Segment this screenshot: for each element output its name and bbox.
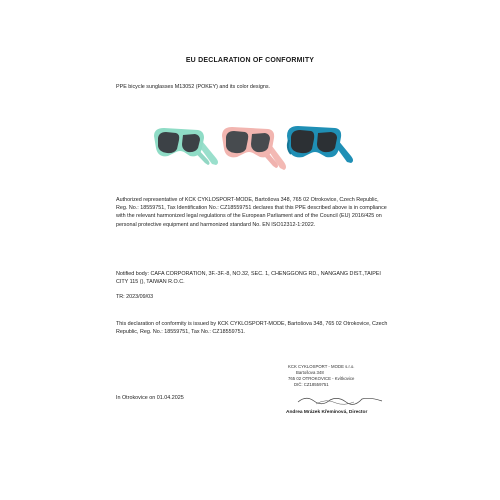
stamp-line: DIČ: CZ18559751 — [294, 382, 329, 387]
notified-body-paragraph: Notified body: CAFA CORPORATION, 3F.-3F.-8, NO.32, SEC. 1, CHENGGONG RD., NANGANG DIST.,TAIPEI CITY 115 (), TAIWAN R.O.C. — [116, 271, 381, 286]
place-and-date: In Otrokovice on 01.04.2025 — [116, 395, 184, 401]
handwritten-signature — [296, 393, 386, 407]
document-title: EU DECLARATION OF CONFORMITY — [185, 57, 315, 64]
issued-paragraph: This declaration of conformity is issued by KCK CYKLOSPORT-MODE, Bartošova 348, 765 02 Otrokovice, Czech Republic, Reg. No.: 18559751, Tax No.: CZ18559751. — [116, 321, 388, 336]
authorized-representative-paragraph: Authorized representative of KCK CYKLOSPORT-MODE, Bartošova 348, 765 02 Otrokovice, Czech Republic, Reg. No.: 18559751, Tax Identification No.: CZ18559751 declares that this PPE described above is in compliance with the relevant harmonized legal regulations of the European Parliament and of the Council (EU) 2016/425 on personal protective equipment and harmonized standard No. EN ISO12312-1:2022. — [116, 197, 387, 228]
stamp-line: Bartošova 348 — [296, 370, 324, 375]
product-line: PPE bicycle sunglasses M13052 (POKEY) and its color designs. — [116, 84, 271, 90]
signer-name: Andrea Mrázek Křemínová, Director — [286, 410, 368, 415]
stamp-line: 765 02 OTROKOVICE - Kvítkovice — [288, 376, 355, 381]
stamp-line: KCK CYKLOSPORT - MODE s.r.o. — [288, 364, 355, 369]
sunglasses-blue-image — [283, 118, 359, 178]
product-images — [0, 118, 500, 180]
sunglasses-mint-image — [150, 118, 222, 178]
tr-line: TR: 2023/09/03 — [116, 294, 154, 300]
